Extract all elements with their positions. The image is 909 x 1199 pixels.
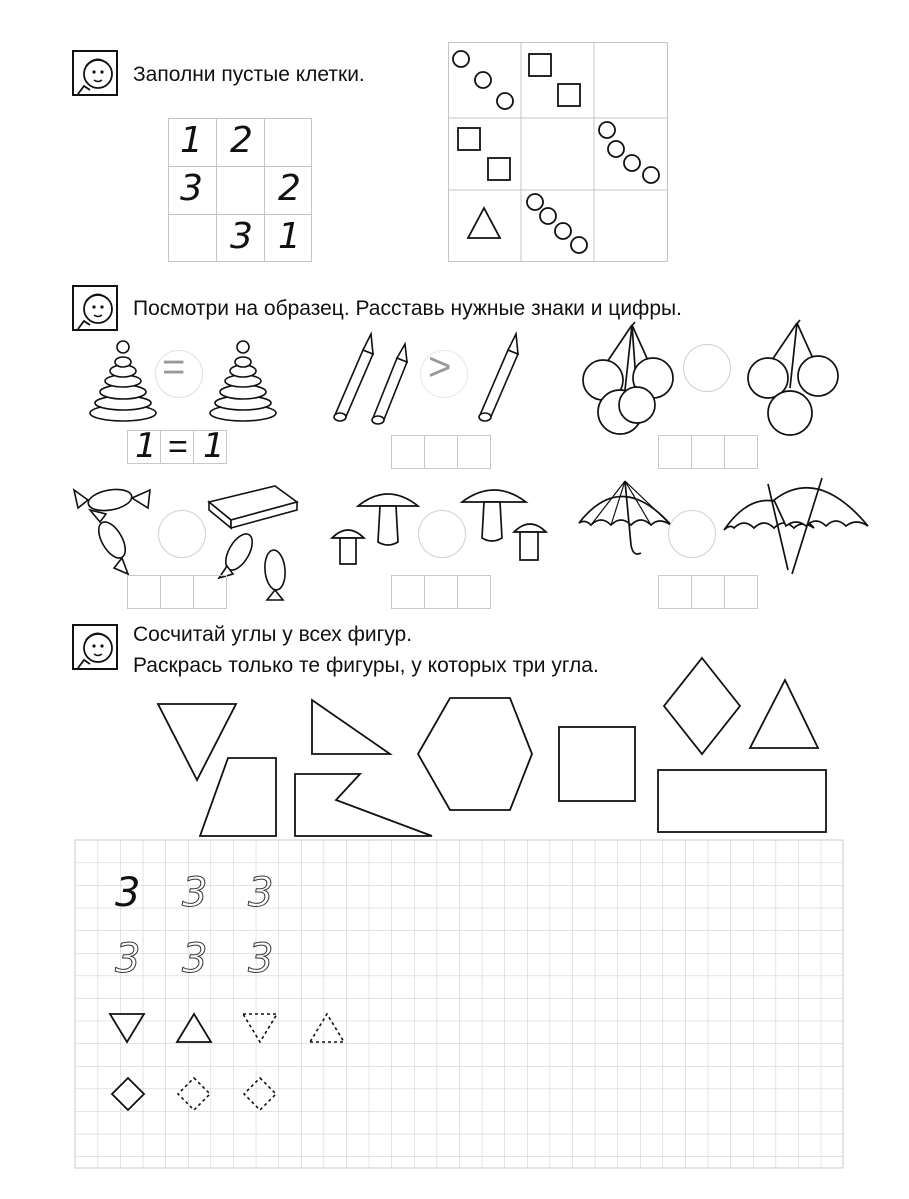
dotted-digit-trace[interactable]: 3 — [248, 870, 274, 916]
answer-cells[interactable] — [659, 435, 758, 469]
grid-cell-number: 1 — [180, 120, 203, 161]
trapezoid-figure[interactable] — [200, 758, 276, 836]
boy-face-icon — [72, 624, 118, 670]
triangle-figure[interactable] — [312, 700, 390, 754]
triangle-figure[interactable] — [750, 680, 818, 748]
task3-instruction-line1: Сосчитай углы у всех фигур. — [133, 623, 413, 646]
square-figure[interactable] — [559, 727, 635, 801]
square-shape — [529, 54, 551, 76]
dotted-rhombus-shape — [244, 1078, 276, 1110]
mushrooms-icon — [458, 482, 558, 577]
zigzag-figure[interactable] — [295, 774, 432, 836]
triangle-down-shape — [110, 1014, 144, 1042]
candies-icon — [70, 478, 165, 578]
task1-instruction: Заполни пустые клетки. — [133, 63, 365, 86]
pyramid-toy-icon — [208, 335, 278, 425]
circle-shape — [475, 72, 491, 88]
dotted-triangle-down-shape — [243, 1014, 277, 1042]
circle-shape — [643, 167, 659, 183]
shape-grid — [448, 42, 668, 262]
dotted-digit-trace[interactable]: 3 — [115, 936, 141, 982]
dotted-digit-trace[interactable]: 3 — [182, 870, 208, 916]
triangle-shape — [468, 208, 500, 238]
example-answer-sign: = — [168, 428, 188, 466]
circle-shape — [624, 155, 640, 171]
mushrooms-icon — [330, 482, 430, 577]
circle-shape — [608, 141, 624, 157]
square-shape — [458, 128, 480, 150]
square-shape — [558, 84, 580, 106]
grid-cell-number: 1 — [278, 216, 301, 257]
answer-cells[interactable] — [659, 575, 758, 609]
rhombus-shape — [112, 1078, 144, 1110]
greater-than-sign: > — [428, 345, 452, 389]
number-grid — [168, 118, 312, 262]
dotted-triangle-up-shape — [310, 1014, 344, 1042]
cherries-icon — [575, 320, 685, 445]
example-answer-left: 1 — [135, 426, 157, 466]
task2-instruction: Посмотри на образец. Расставь нужные знаки и цифры. — [133, 297, 682, 320]
rhombus-figure[interactable] — [664, 658, 740, 754]
answer-cells[interactable] — [128, 575, 227, 609]
circle-shape — [540, 208, 556, 224]
sign-slot[interactable] — [158, 510, 206, 558]
circle-shape — [555, 223, 571, 239]
circle-shape — [497, 93, 513, 109]
dotted-digit-trace[interactable]: 3 — [248, 936, 274, 982]
circle-shape — [571, 237, 587, 253]
sign-slot[interactable] — [683, 344, 731, 392]
answer-cells[interactable] — [392, 435, 491, 469]
equals-sign: = — [162, 345, 186, 389]
circle-shape — [453, 51, 469, 67]
practice-shapes — [100, 1000, 360, 1140]
umbrellas-icon — [722, 470, 872, 580]
answer-cells[interactable] — [392, 575, 491, 609]
grid-cell-number: 2 — [278, 168, 301, 209]
hexagon-figure[interactable] — [418, 698, 532, 810]
sign-slot[interactable] — [668, 510, 716, 558]
figures-to-color — [150, 650, 840, 840]
circle-shape — [527, 194, 543, 210]
dotted-rhombus-shape — [178, 1078, 210, 1110]
umbrella-icon — [575, 475, 675, 575]
square-shape — [488, 158, 510, 180]
task3-instruction-line2: Раскрась только те фигуры, у которых три угла. — [133, 654, 599, 677]
grid-cell-number: 2 — [230, 120, 253, 161]
pyramid-toy-icon — [88, 335, 158, 425]
grid-cell-number: 3 — [230, 216, 253, 257]
circle-shape — [599, 122, 615, 138]
practice-digit: 3 — [115, 870, 141, 916]
cherries-icon — [740, 318, 850, 443]
rectangle-figure[interactable] — [658, 770, 826, 832]
pencil-icon — [470, 330, 530, 425]
example-answer-right: 1 — [203, 426, 225, 466]
triangle-up-shape — [177, 1014, 211, 1042]
boy-face-icon — [72, 285, 118, 331]
dotted-digit-trace[interactable]: 3 — [182, 936, 208, 982]
boy-face-icon — [72, 50, 118, 96]
grid-cell-number: 3 — [180, 168, 203, 209]
